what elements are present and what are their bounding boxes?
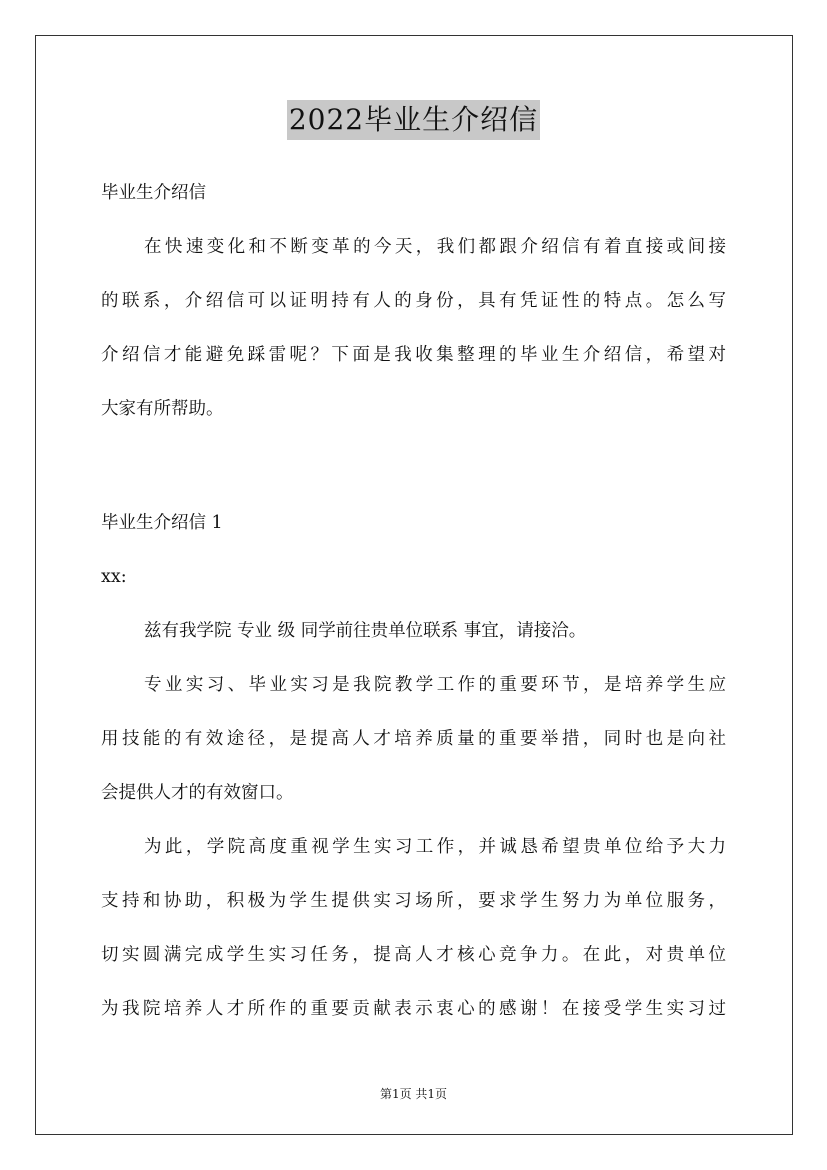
body-line: 切实圆满完成学生实习任务，提高人才核心竞争力。在此，对贵单位	[101, 945, 726, 965]
intro-line: 的联系，介绍信可以证明持有人的身份，具有凭证性的特点。怎么写	[101, 291, 726, 311]
document-title: 2022毕业生介绍信	[287, 100, 540, 140]
title-container	[0, 100, 827, 140]
section-heading: 毕业生介绍信 1	[101, 513, 223, 533]
body-line: 为我院培养人才所作的重要贡献表示衷心的感谢！在接受学生实习过	[101, 999, 726, 1019]
document-body	[101, 174, 726, 1044]
intro-line: 在快速变化和不断变革的今天，我们都跟介绍信有着直接或间接	[144, 237, 726, 257]
body-line: 支持和协助，积极为学生提供实习场所，要求学生努力为单位服务，	[101, 891, 726, 911]
body-line: 兹有我学院 专业 级 同学前往贵单位联系 事宜，请接洽。	[144, 621, 587, 641]
intro-line: 介绍信才能避免踩雷呢？下面是我收集整理的毕业生介绍信，希望对	[101, 345, 726, 365]
body-line: 为此，学院高度重视学生实习工作，并诚恳希望贵单位给予大力	[144, 837, 726, 857]
intro-line: 大家有所帮助。	[101, 399, 224, 419]
body-line: 会提供人才的有效窗口。	[101, 783, 294, 803]
subtitle: 毕业生介绍信	[101, 183, 206, 203]
page-footer: 第1页 共1页	[379, 1087, 448, 1101]
salutation: xx:	[101, 567, 127, 587]
body-line: 用技能的有效途径，是提高人才培养质量的重要举措，同时也是向社	[101, 729, 726, 749]
body-line: 专业实习、毕业实习是我院教学工作的重要环节，是培养学生应	[144, 675, 726, 695]
